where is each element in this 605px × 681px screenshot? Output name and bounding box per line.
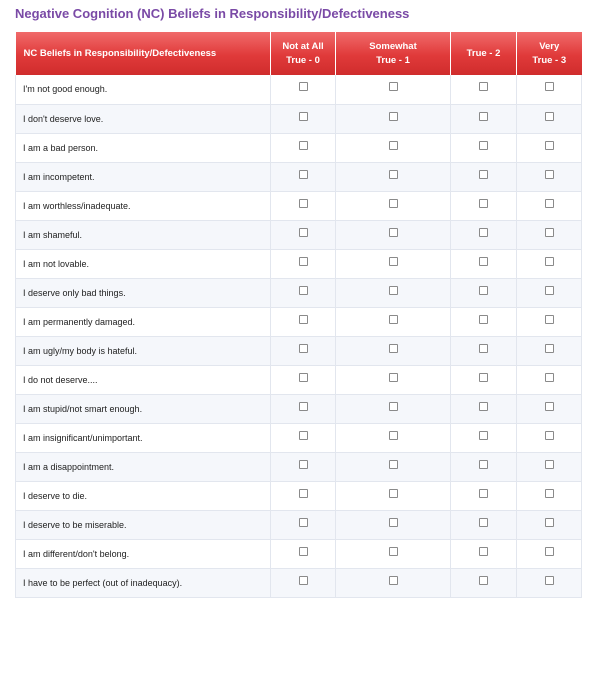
option-cell bbox=[451, 365, 517, 394]
table-row bbox=[16, 336, 582, 365]
option-cell bbox=[517, 191, 582, 220]
option-cell bbox=[517, 452, 582, 481]
not-at-all-true-checkbox[interactable] bbox=[299, 402, 308, 411]
option-cell bbox=[336, 481, 451, 510]
not-at-all-true-checkbox[interactable] bbox=[299, 286, 308, 295]
option-cell bbox=[336, 133, 451, 162]
very-true-checkbox[interactable] bbox=[545, 228, 554, 237]
table-row bbox=[16, 220, 582, 249]
option-cell bbox=[271, 278, 336, 307]
not-at-all-true-checkbox[interactable] bbox=[299, 228, 308, 237]
header-line: Not at All bbox=[282, 40, 324, 52]
option-cell bbox=[336, 307, 451, 336]
true-checkbox[interactable] bbox=[479, 489, 488, 498]
option-cell bbox=[271, 162, 336, 191]
table-row bbox=[16, 278, 582, 307]
true-checkbox[interactable] bbox=[479, 518, 488, 527]
option-cell bbox=[517, 307, 582, 336]
table-row bbox=[16, 452, 582, 481]
true-checkbox[interactable] bbox=[479, 315, 488, 324]
option-cell bbox=[517, 568, 582, 597]
belief-statement: I am stupid/not smart enough. bbox=[16, 394, 271, 423]
somewhat-true-checkbox[interactable] bbox=[389, 228, 398, 237]
true-checkbox[interactable] bbox=[479, 141, 488, 150]
not-at-all-true-checkbox[interactable] bbox=[299, 141, 308, 150]
option-cell bbox=[271, 452, 336, 481]
not-at-all-true-checkbox[interactable] bbox=[299, 170, 308, 179]
belief-statement: I am different/don't belong. bbox=[16, 539, 271, 568]
option-cell bbox=[517, 423, 582, 452]
option-cell bbox=[336, 249, 451, 278]
somewhat-true-checkbox[interactable] bbox=[389, 315, 398, 324]
option-cell bbox=[271, 336, 336, 365]
true-checkbox[interactable] bbox=[479, 199, 488, 208]
table-row bbox=[16, 423, 582, 452]
somewhat-true-checkbox[interactable] bbox=[389, 141, 398, 150]
very-true-checkbox[interactable] bbox=[545, 344, 554, 353]
option-cell bbox=[271, 220, 336, 249]
belief-statement: I don't deserve love. bbox=[16, 104, 271, 133]
table-row bbox=[16, 307, 582, 336]
belief-statement: I deserve to die. bbox=[16, 481, 271, 510]
option-cell bbox=[451, 307, 517, 336]
somewhat-true-checkbox[interactable] bbox=[389, 170, 398, 179]
very-true-checkbox[interactable] bbox=[545, 141, 554, 150]
not-at-all-true-checkbox[interactable] bbox=[299, 460, 308, 469]
somewhat-true-checkbox[interactable] bbox=[389, 344, 398, 353]
option-cell bbox=[336, 423, 451, 452]
option-cell bbox=[517, 75, 582, 104]
header-statement: NC Beliefs in Responsibility/Defectiveness bbox=[16, 32, 271, 75]
very-true-checkbox[interactable] bbox=[545, 82, 554, 91]
table-row bbox=[16, 568, 582, 597]
beliefs-table bbox=[15, 32, 582, 598]
option-cell bbox=[336, 365, 451, 394]
option-cell bbox=[517, 133, 582, 162]
belief-statement: I do not deserve.... bbox=[16, 365, 271, 394]
option-cell bbox=[451, 162, 517, 191]
somewhat-true-checkbox[interactable] bbox=[389, 257, 398, 266]
not-at-all-true-checkbox[interactable] bbox=[299, 315, 308, 324]
option-cell bbox=[451, 104, 517, 133]
not-at-all-true-checkbox[interactable] bbox=[299, 344, 308, 353]
belief-statement: I am ugly/my body is hateful. bbox=[16, 336, 271, 365]
option-cell bbox=[336, 452, 451, 481]
true-checkbox[interactable] bbox=[479, 431, 488, 440]
true-checkbox[interactable] bbox=[479, 112, 488, 121]
not-at-all-true-checkbox[interactable] bbox=[299, 576, 308, 585]
true-checkbox[interactable] bbox=[479, 460, 488, 469]
somewhat-true-checkbox[interactable] bbox=[389, 576, 398, 585]
option-cell bbox=[451, 75, 517, 104]
option-cell bbox=[451, 394, 517, 423]
somewhat-true-checkbox[interactable] bbox=[389, 373, 398, 382]
true-checkbox[interactable] bbox=[479, 257, 488, 266]
very-true-checkbox[interactable] bbox=[545, 431, 554, 440]
very-true-checkbox[interactable] bbox=[545, 489, 554, 498]
not-at-all-true-checkbox[interactable] bbox=[299, 547, 308, 556]
table-row bbox=[16, 133, 582, 162]
option-cell bbox=[451, 510, 517, 539]
belief-statement: I am worthless/inadequate. bbox=[16, 191, 271, 220]
option-cell bbox=[517, 539, 582, 568]
true-checkbox[interactable] bbox=[479, 547, 488, 556]
table-row bbox=[16, 394, 582, 423]
option-cell bbox=[451, 568, 517, 597]
option-cell bbox=[271, 249, 336, 278]
somewhat-true-checkbox[interactable] bbox=[389, 431, 398, 440]
header-not-at-all-true bbox=[271, 32, 336, 75]
option-cell bbox=[271, 568, 336, 597]
option-cell bbox=[271, 510, 336, 539]
somewhat-true-checkbox[interactable] bbox=[389, 199, 398, 208]
header-somewhat-true bbox=[336, 32, 451, 75]
very-true-checkbox[interactable] bbox=[545, 373, 554, 382]
option-cell bbox=[517, 481, 582, 510]
very-true-checkbox[interactable] bbox=[545, 112, 554, 121]
option-cell bbox=[517, 510, 582, 539]
option-cell bbox=[451, 278, 517, 307]
somewhat-true-checkbox[interactable] bbox=[389, 112, 398, 121]
belief-statement: I am not lovable. bbox=[16, 249, 271, 278]
option-cell bbox=[451, 133, 517, 162]
very-true-checkbox[interactable] bbox=[545, 199, 554, 208]
somewhat-true-checkbox[interactable] bbox=[389, 518, 398, 527]
somewhat-true-checkbox[interactable] bbox=[389, 286, 398, 295]
very-true-checkbox[interactable] bbox=[545, 402, 554, 411]
option-cell bbox=[336, 162, 451, 191]
belief-statement: I am shameful. bbox=[16, 220, 271, 249]
option-cell bbox=[336, 278, 451, 307]
header-line: True - 3 bbox=[532, 54, 567, 66]
option-cell bbox=[271, 307, 336, 336]
table-row bbox=[16, 510, 582, 539]
belief-statement: I deserve only bad things. bbox=[16, 278, 271, 307]
option-cell bbox=[451, 191, 517, 220]
table-row bbox=[16, 481, 582, 510]
not-at-all-true-checkbox[interactable] bbox=[299, 489, 308, 498]
option-cell bbox=[336, 191, 451, 220]
table-row bbox=[16, 104, 582, 133]
very-true-checkbox[interactable] bbox=[545, 315, 554, 324]
option-cell bbox=[517, 162, 582, 191]
somewhat-true-checkbox[interactable] bbox=[389, 82, 398, 91]
option-cell bbox=[451, 423, 517, 452]
true-checkbox[interactable] bbox=[479, 402, 488, 411]
belief-statement: I am a bad person. bbox=[16, 133, 271, 162]
option-cell bbox=[336, 394, 451, 423]
very-true-checkbox[interactable] bbox=[545, 257, 554, 266]
option-cell bbox=[451, 452, 517, 481]
true-checkbox[interactable] bbox=[479, 344, 488, 353]
not-at-all-true-checkbox[interactable] bbox=[299, 82, 308, 91]
true-checkbox[interactable] bbox=[479, 82, 488, 91]
option-cell bbox=[517, 249, 582, 278]
true-checkbox[interactable] bbox=[479, 170, 488, 179]
not-at-all-true-checkbox[interactable] bbox=[299, 257, 308, 266]
option-cell bbox=[451, 539, 517, 568]
table-row bbox=[16, 191, 582, 220]
option-cell bbox=[271, 191, 336, 220]
option-cell bbox=[336, 336, 451, 365]
table-row bbox=[16, 365, 582, 394]
true-checkbox[interactable] bbox=[479, 373, 488, 382]
very-true-checkbox[interactable] bbox=[545, 547, 554, 556]
option-cell bbox=[451, 249, 517, 278]
very-true-checkbox[interactable] bbox=[545, 518, 554, 527]
option-cell bbox=[451, 336, 517, 365]
table-row bbox=[16, 162, 582, 191]
option-cell bbox=[451, 481, 517, 510]
option-cell bbox=[271, 133, 336, 162]
option-cell bbox=[271, 481, 336, 510]
option-cell bbox=[517, 336, 582, 365]
option-cell bbox=[517, 365, 582, 394]
belief-statement: I am incompetent. bbox=[16, 162, 271, 191]
table-row bbox=[16, 75, 582, 104]
option-cell bbox=[517, 278, 582, 307]
header-very-true bbox=[517, 32, 582, 75]
table-row bbox=[16, 249, 582, 278]
very-true-checkbox[interactable] bbox=[545, 286, 554, 295]
option-cell bbox=[336, 75, 451, 104]
somewhat-true-checkbox[interactable] bbox=[389, 547, 398, 556]
table-row bbox=[16, 539, 582, 568]
header-line: Somewhat bbox=[369, 40, 417, 52]
header-true bbox=[451, 32, 517, 75]
option-cell bbox=[336, 104, 451, 133]
option-cell bbox=[336, 539, 451, 568]
true-checkbox[interactable] bbox=[479, 286, 488, 295]
option-cell bbox=[517, 394, 582, 423]
not-at-all-true-checkbox[interactable] bbox=[299, 431, 308, 440]
option-cell bbox=[517, 104, 582, 133]
table-header-row bbox=[16, 32, 582, 75]
somewhat-true-checkbox[interactable] bbox=[389, 489, 398, 498]
option-cell bbox=[271, 365, 336, 394]
belief-statement: I'm not good enough. bbox=[16, 75, 271, 104]
very-true-checkbox[interactable] bbox=[545, 576, 554, 585]
header-line: Very bbox=[539, 40, 560, 52]
not-at-all-true-checkbox[interactable] bbox=[299, 373, 308, 382]
belief-statement: I am a disappointment. bbox=[16, 452, 271, 481]
option-cell bbox=[271, 423, 336, 452]
true-checkbox[interactable] bbox=[479, 576, 488, 585]
option-cell bbox=[336, 568, 451, 597]
option-cell bbox=[451, 220, 517, 249]
belief-statement: I am insignificant/unimportant. bbox=[16, 423, 271, 452]
header-line: True - 0 bbox=[286, 54, 320, 66]
true-checkbox[interactable] bbox=[479, 228, 488, 237]
option-cell bbox=[271, 104, 336, 133]
option-cell bbox=[271, 394, 336, 423]
somewhat-true-checkbox[interactable] bbox=[389, 402, 398, 411]
header-line: True - 1 bbox=[376, 54, 410, 66]
option-cell bbox=[336, 220, 451, 249]
page-title: Negative Cognition (NC) Beliefs in Responsibility/Defectiveness bbox=[15, 6, 410, 21]
not-at-all-true-checkbox[interactable] bbox=[299, 518, 308, 527]
belief-statement: I deserve to be miserable. bbox=[16, 510, 271, 539]
somewhat-true-checkbox[interactable] bbox=[389, 460, 398, 469]
belief-statement: I am permanently damaged. bbox=[16, 307, 271, 336]
option-cell bbox=[271, 539, 336, 568]
header-line: True - 2 bbox=[466, 47, 501, 59]
not-at-all-true-checkbox[interactable] bbox=[299, 199, 308, 208]
very-true-checkbox[interactable] bbox=[545, 170, 554, 179]
option-cell bbox=[517, 220, 582, 249]
option-cell bbox=[336, 510, 451, 539]
not-at-all-true-checkbox[interactable] bbox=[299, 112, 308, 121]
option-cell bbox=[271, 75, 336, 104]
belief-statement: I have to be perfect (out of inadequacy). bbox=[16, 568, 271, 597]
very-true-checkbox[interactable] bbox=[545, 460, 554, 469]
